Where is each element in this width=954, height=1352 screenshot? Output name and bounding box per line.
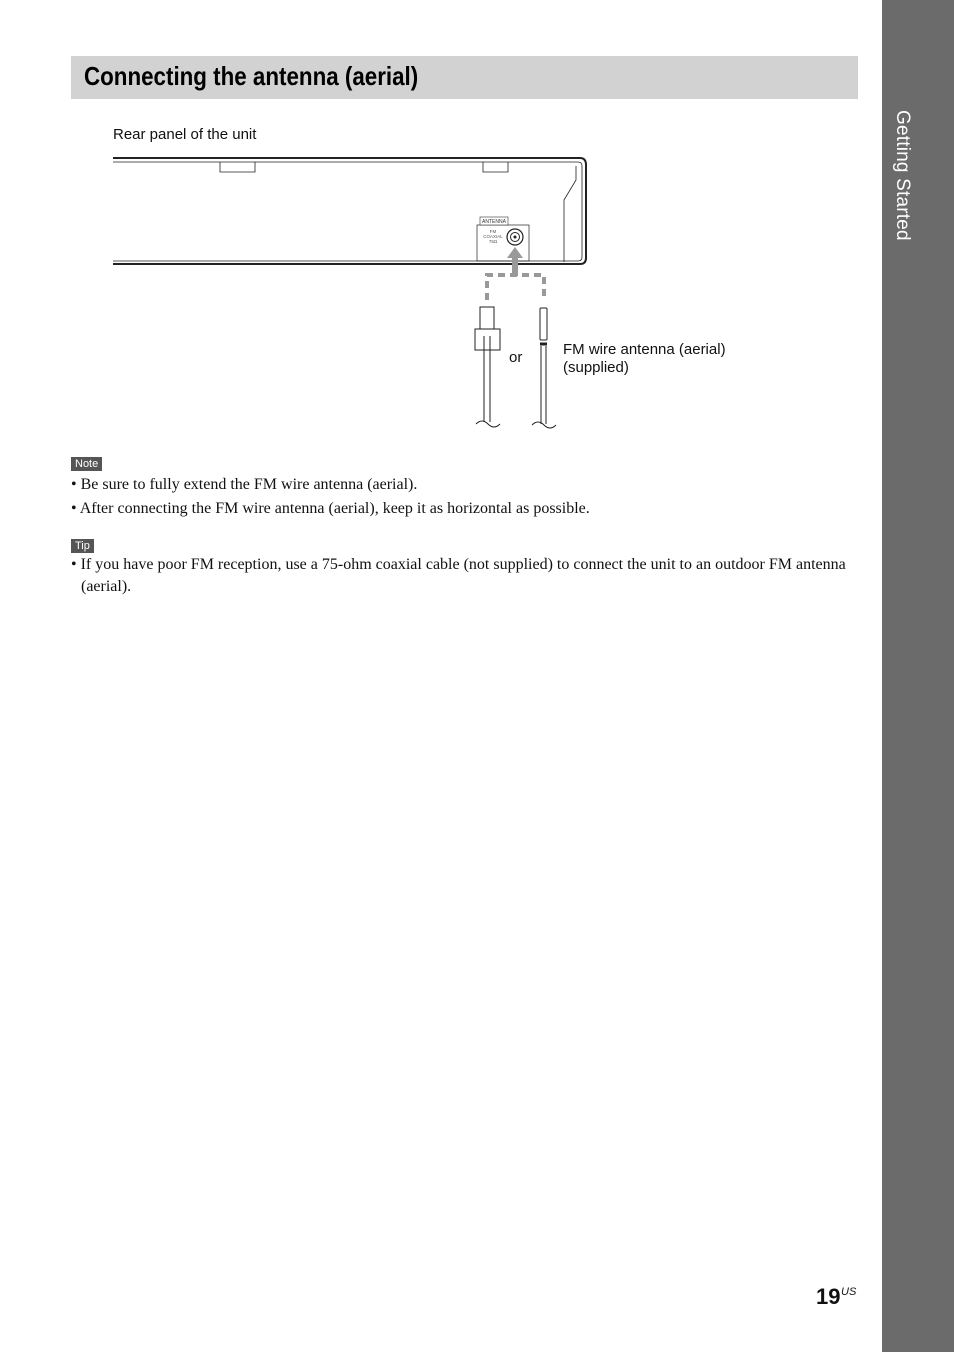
note-badge: Note [71, 457, 102, 471]
jack-header-text: ANTENNA [482, 219, 506, 225]
coaxial-cable-plug [475, 307, 500, 427]
antenna-label-line1: FM wire antenna (aerial) [563, 341, 726, 358]
page-title: Connecting the antenna (aerial) [84, 61, 419, 91]
page-number: 19 [816, 1284, 841, 1309]
coaxial-jack-icon [507, 229, 523, 245]
or-label: or [509, 349, 523, 366]
note-item-2: • After connecting the FM wire antenna (aerial), keep it as horizontal as possible. [71, 500, 590, 517]
tip-badge: Tip [71, 539, 94, 553]
antenna-connection-diagram [0, 0, 954, 440]
rear-panel-label: Rear panel of the unit [113, 126, 257, 143]
dashed-connection-line [487, 275, 544, 300]
jack-ohm-text: 75Ω [488, 239, 498, 244]
antenna-label-line2: (supplied) [563, 359, 629, 376]
note-item-1: • Be sure to fully extend the FM wire antenna (aerial). [71, 476, 418, 493]
section-tab-label: Getting Started [892, 110, 913, 241]
jack-coaxial-text: COAXIAL [483, 234, 503, 239]
jack-fm-text: FM [489, 229, 497, 234]
insert-arrow-icon [507, 247, 523, 276]
fm-wire-antenna [532, 308, 556, 428]
tip-item-1: • If you have poor FM reception, use a 75-ohm coaxial cable (not supplied) to connect the unit to an outdoor FM antenna (aerial). [71, 556, 846, 595]
page-number-suffix: US [841, 1286, 857, 1298]
